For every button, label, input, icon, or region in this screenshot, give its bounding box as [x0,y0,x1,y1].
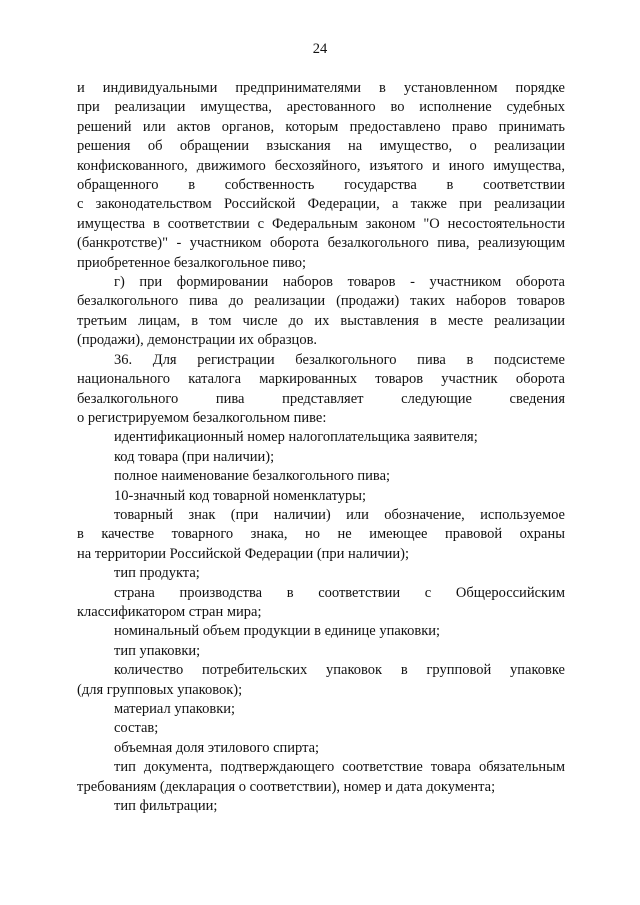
text-line: на территории Российской Федерации (при наличии); [77,545,410,562]
text-line: идентификационный номер налогоплательщика заявителя; [114,429,478,446]
paragraph-list-12 [77,719,565,738]
text-line: объемная доля этилового спирта; [114,739,320,756]
text-line: о регистрируемом безалкогольном пиве: [77,409,327,426]
text-line: тип документа, подтверждающего соответствие товара обязательным [114,759,565,776]
text-line: приобретенное безалкогольное пиво; [77,254,307,271]
text-line: при реализации имущества, арестованного во исполнение судебных [77,99,565,116]
text-line: безалкогольного пива представляет следующие сведения [77,390,565,407]
paragraph-list-8 [77,622,565,641]
text-line: (для групповых упаковок); [77,681,243,698]
text-line: обращенного в собственность государства в соответствии [77,177,565,194]
paragraph-list-1 [77,428,565,447]
text-line: требованиям (декларация о соответствии), номер и дата документа; [77,778,496,795]
paragraph-list-15 [77,797,565,816]
text-line: национального каталога маркированных товаров участник оборота [77,371,565,388]
text-line: тип продукта; [114,565,200,582]
paragraph-list-11 [77,700,565,719]
text-line: код товара (при наличии); [114,448,275,465]
text-line: количество потребительских упаковок в групповой упаковке [114,662,565,679]
text-line: полное наименование безалкогольного пива; [114,468,391,485]
text-line: 10-значный код товарной номенклатуры; [114,487,366,504]
paragraph-list-13 [77,739,565,758]
text-line: имущества в соответствии с Федеральным законом "О несостоятельности [77,215,565,232]
paragraph-list-6 [77,564,565,583]
text-line: решения об обращении взыскания на имущество, о реализации [77,138,565,155]
text-line: с законодательством Российской Федерации, а также при реализации [77,196,565,213]
text-line: и индивидуальными предпринимателями в установленном порядке [77,80,565,96]
text-line: классификатором стран мира; [77,603,262,620]
paragraph-list-4 [77,487,565,506]
text-line: состав; [114,720,159,737]
document-body [77,79,565,816]
text-line: тип упаковки; [114,642,201,659]
paragraph-list-2 [77,448,565,467]
text-line: конфискованного, движимого бесхозяйного, изъятого и иного имущества, [77,157,565,174]
text-line: 36. Для регистрации безалкогольного пива в подсистеме [114,351,565,368]
text-line: безалкогольного пива до реализации (продажи) таких наборов товаров [77,293,565,310]
paragraph-list-5 [77,506,565,564]
text-line: тип фильтрации; [114,798,218,815]
text-line: решений или актов органов, которым предоставлено право принимать [77,118,565,135]
paragraph-list-3 [77,467,565,486]
paragraph-list-9 [77,642,565,661]
paragraph-list-7 [77,584,565,623]
text-line: страна производства в соответствии с Общероссийским [114,584,565,601]
text-line: третьим лицам, в том числе до их выставления в месте реализации [77,312,565,329]
paragraph-list-14 [77,758,565,797]
text-line: материал упаковки; [114,701,236,717]
text-line: (банкротстве)" - участником оборота безалкогольного пива, реализующим [77,235,565,252]
text-line: товарный знак (при наличии) или обозначение, используемое [114,506,565,523]
text-line: г) при формировании наборов товаров - участником оборота [114,274,565,291]
text-line: в качестве товарного знака, но не имеющее правовой охраны [77,526,565,543]
paragraph-para-36 [77,351,565,429]
paragraph-item-g [77,273,565,351]
text-line: (продажи), демонстрации их образцов. [77,332,318,349]
text-line: номинальный объем продукции в единице упаковки; [114,623,441,640]
paragraph-list-10 [77,661,565,700]
page-number: 24 [312,41,328,57]
paragraph-continuation [77,79,565,273]
